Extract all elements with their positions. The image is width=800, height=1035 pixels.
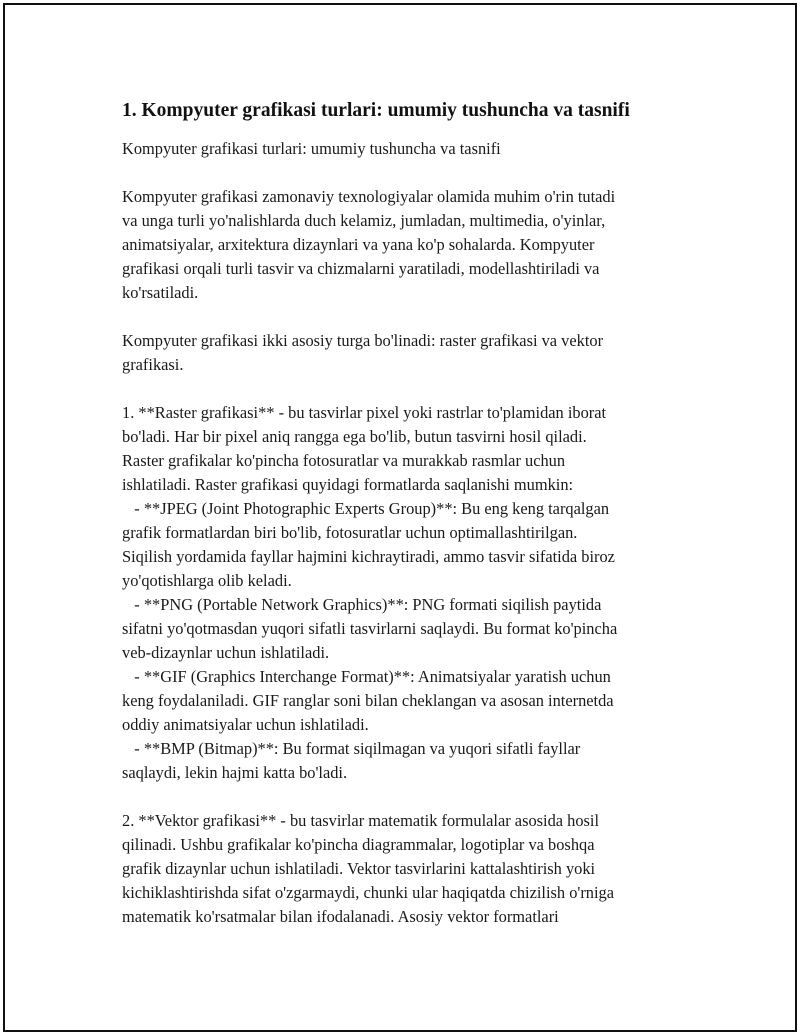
paragraph-spacer	[122, 785, 682, 809]
intro-paragraph: Kompyuter grafikasi zamonaviy texnologiyalar olamida muhim o'rin tutadi va unga turli yo'nalishlarda duch kelamiz, jumladan, multimedia, o'yinlar, animatsiyalar, arxitektura dizaynlari va yana ko'p sohalarda. Kompyuter grafikasi orqali turli tasvir va chizmalarni yaratiladi, modellashtiriladi va ko'rsatiladi.	[122, 187, 616, 302]
document-page	[3, 3, 797, 1032]
document-body	[122, 99, 682, 929]
raster-section: 1. **Raster grafikasi** - bu tasvirlar pixel yoki rastrlar to'plamidan iborat bo'ladi. Har bir pixel aniq rangga ega bo'lib, butun tasvirni hosil qiladi. Raster grafikalar ko'pincha fotosuratlar va murakkab rasmlar uchun ishlatiladi. Raster grafikasi quyidagi formatlarda saqlanishi mumkin: - **JPEG (Joint Photographic Experts Group)**: Bu eng keng tarqalgan grafik formatlardan biri bo'lib, fotosuratlar uchun optimallashtirilgan. Siqilish yordamida fayllar hajmini kichraytiradi, ammo tasvir sifatida biroz yo'qotishlarga olib keladi. - **PNG (Portable Network Graphics)**: PNG formati siqilish paytida sifatni yo'qotmasdan yuqori sifatli tasvirlarni saqlaydi. Bu format ko'pincha veb-dizaynlar uchun ishlatiladi. - **GIF (Graphics Interchange Format)**: Animatsiyalar yaratish uchun keng foydalaniladi. GIF ranglar soni bilan cheklangan va asosan internetda oddiy animatsiyalar uchun ishlatiladi. - **BMP (Bitmap)**: Bu format siqilmagan va yuqori sifatli fayllar saqlaydi, lekin hajmi katta bo'ladi.	[122, 403, 618, 782]
paragraph-spacer	[122, 305, 682, 329]
document-title: 1. Kompyuter grafikasi turlari: umumiy tushuncha va tasnifi	[122, 100, 630, 121]
types-intro-paragraph: Kompyuter grafikasi ikki asosiy turga bo'linadi: raster grafikasi va vektor grafikasi.	[122, 331, 604, 374]
document-subtitle: Kompyuter grafikasi turlari: umumiy tushuncha va tasnifi	[122, 139, 501, 158]
vector-section: 2. **Vektor grafikasi** - bu tasvirlar matematik formulalar asosida hosil qilinadi. Ushbu grafikalar ko'pincha diagrammalar, logotiplar va boshqa grafik dizaynlar uchun ishlatiladi. Vektor tasvirlarini kattalashtirish yoki kichiklashtirishda sifat o'zgarmaydi, chunki ular haqiqatda chizilish o'rniga matematik ko'rsatmalar bilan ifodalanadi. Asosiy vektor formatlari	[122, 811, 615, 926]
paragraph-spacer	[122, 161, 682, 185]
paragraph-spacer	[122, 377, 682, 401]
